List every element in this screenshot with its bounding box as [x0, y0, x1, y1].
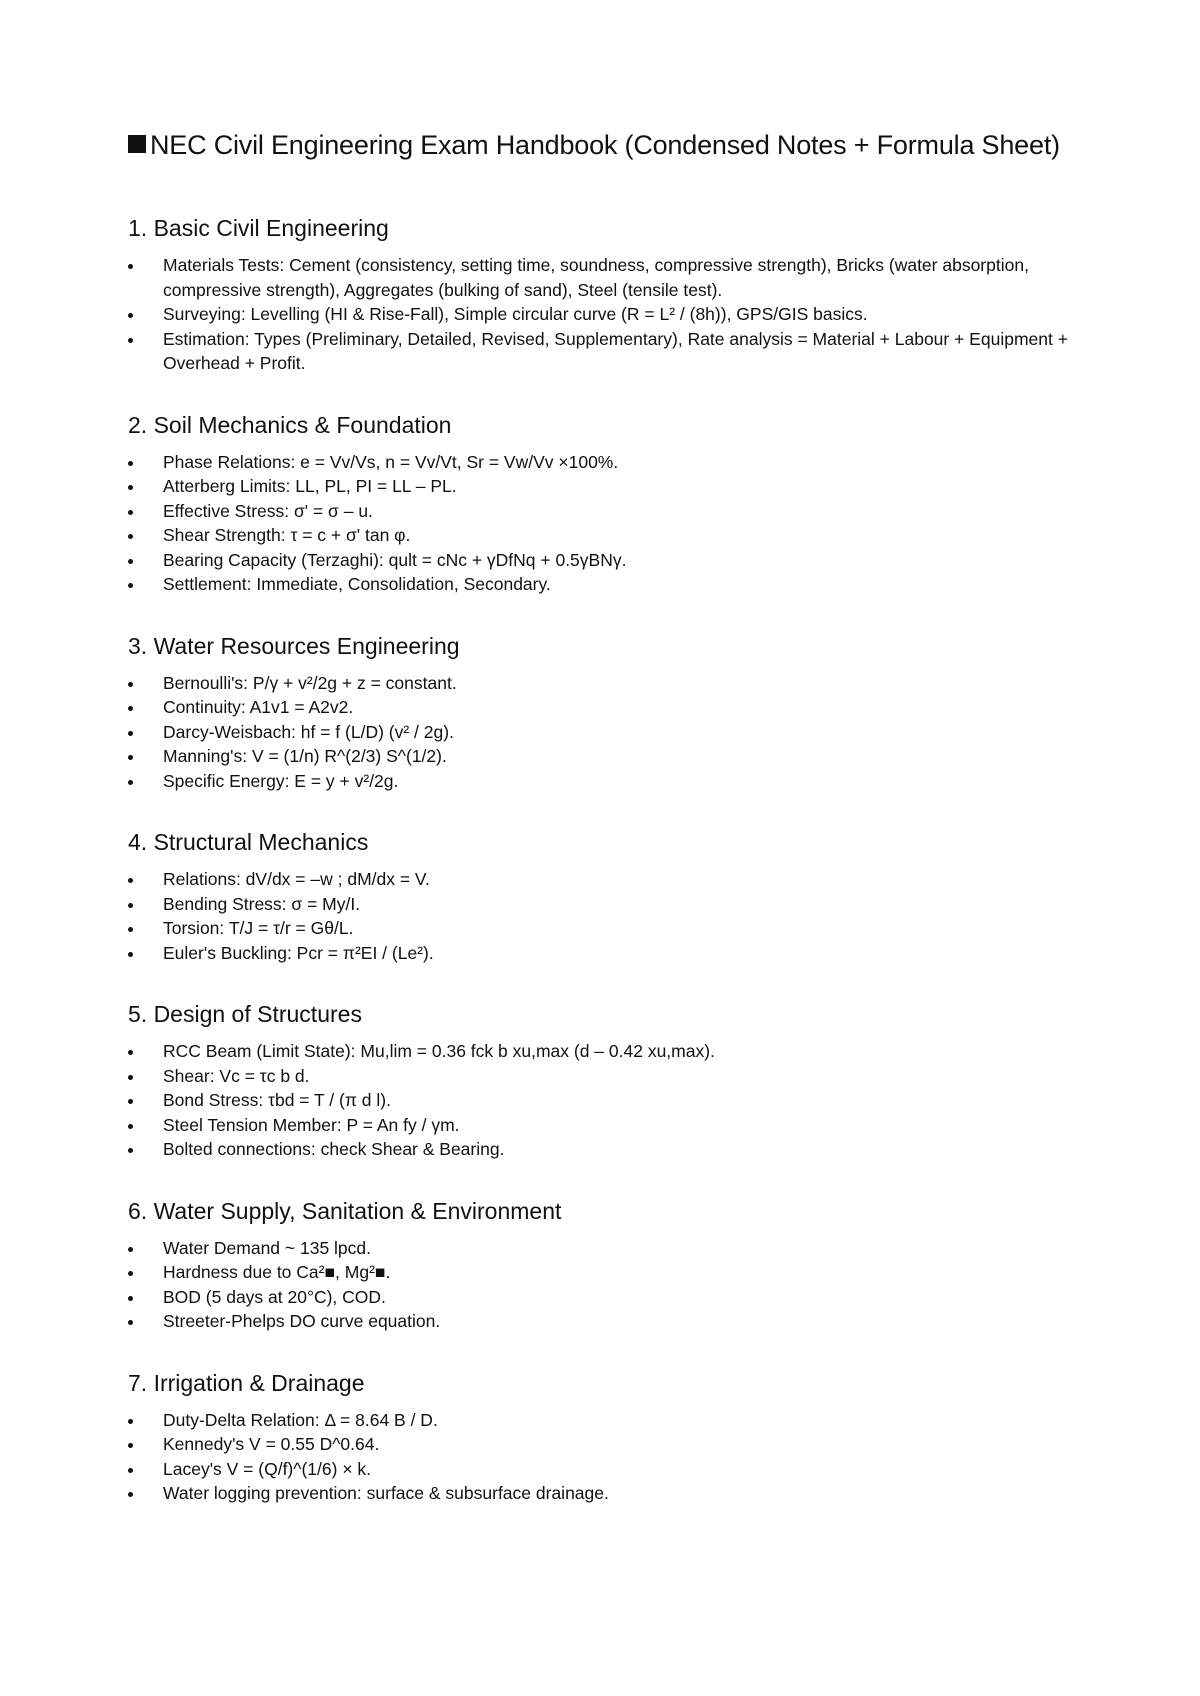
section-heading: 7. Irrigation & Drainage: [128, 1369, 365, 1396]
section-1: [128, 214, 1088, 376]
list-item: [128, 327, 1088, 376]
bullet-dot-icon: [128, 1296, 133, 1301]
bullet-dot-icon: [128, 1443, 133, 1448]
list-item: [128, 695, 1088, 720]
section-heading: 1. Basic Civil Engineering: [128, 215, 389, 241]
list-item: [128, 1481, 1088, 1506]
bullet-list: [128, 1236, 1088, 1334]
list-item: [128, 720, 1088, 745]
bullet-list: [128, 867, 1088, 965]
section-heading: 2. Soil Mechanics & Foundation: [128, 411, 452, 438]
section-heading: 3. Water Resources Engineering: [128, 632, 460, 659]
list-item: [128, 867, 1088, 892]
bullet-dot-icon: [128, 878, 133, 883]
list-item-text: Duty-Delta Relation: Δ = 8.64 B / D.: [163, 1409, 438, 1430]
list-item-text: Lacey's V = (Q/f)^(1/6) × k.: [163, 1458, 372, 1479]
list-item: [128, 1432, 1088, 1457]
list-item-text: Estimation: Types (Preliminary, Detailed, Revised, Supplementary), Rate analysis = Material + Labour + Equipment + Overhead + Profit.: [163, 328, 1068, 373]
list-item: [128, 1260, 1088, 1285]
list-item-text: Darcy-Weisbach: hf = f (L/D) (v² / 2g).: [163, 721, 454, 742]
list-item-text: Bearing Capacity (Terzaghi): qult = cNc + γDfNq + 0.5γBNγ.: [163, 549, 627, 570]
bullet-dot-icon: [128, 927, 133, 932]
list-item-text: Streeter-Phelps DO curve equation.: [163, 1311, 441, 1331]
square-bullet-icon: [128, 135, 146, 153]
list-item-text: Atterberg Limits: LL, PL, PI = LL – PL.: [163, 476, 457, 496]
bullet-dot-icon: [128, 510, 133, 515]
section-3: [128, 632, 1088, 794]
list-item: [128, 1457, 1088, 1482]
bullet-list: [128, 253, 1088, 376]
list-item-text: Continuity: A1v1 = A2v2.: [163, 697, 354, 717]
bullet-dot-icon: [128, 780, 133, 785]
list-item: [128, 1088, 1088, 1113]
list-item-text: Water Demand ~ 135 lpcd.: [163, 1237, 372, 1258]
list-item: [128, 1039, 1088, 1064]
list-item-text: Hardness due to Ca²■, Mg²■.: [163, 1262, 391, 1282]
section-7: [128, 1369, 1088, 1506]
document-title: [128, 128, 1088, 162]
document-title-text: NEC Civil Engineering Exam Handbook (Condensed Notes + Formula Sheet): [150, 130, 1060, 160]
bullet-dot-icon: [128, 755, 133, 760]
bullet-dot-icon: [128, 1468, 133, 1473]
bullet-dot-icon: [128, 682, 133, 687]
list-item-text: Manning's: V = (1/n) R^(2/3) S^(1/2).: [163, 746, 447, 766]
bullet-dot-icon: [128, 1050, 133, 1055]
list-item: [128, 1285, 1088, 1310]
section-2: [128, 411, 1088, 597]
section-5: [128, 1000, 1088, 1162]
section-heading: 6. Water Supply, Sanitation & Environment: [128, 1197, 562, 1224]
list-item-text: Settlement: Immediate, Consolidation, Secondary.: [163, 574, 551, 594]
list-item: [128, 941, 1088, 966]
list-item-text: Surveying: Levelling (HI & Rise-Fall), Simple circular curve (R = L² / (8h)), GPS/GIS basics.: [163, 304, 868, 324]
list-item: [128, 671, 1088, 696]
list-item: [128, 1137, 1088, 1162]
bullet-dot-icon: [128, 559, 133, 564]
list-item: [128, 450, 1088, 475]
bullet-list: [128, 1039, 1088, 1162]
bullet-dot-icon: [128, 264, 133, 269]
list-item: [128, 892, 1088, 917]
list-item-text: Shear: Vc = τc b d.: [163, 1065, 310, 1086]
bullet-dot-icon: [128, 1124, 133, 1129]
list-item-text: Materials Tests: Cement (consistency, setting time, soundness, compressive strength), Bricks (water absorption, compressive strength), Aggregates (bulking of sand), Steel (tensile test).: [163, 255, 1029, 300]
list-item-text: Kennedy's V = 0.55 D^0.64.: [163, 1434, 380, 1454]
list-item-text: RCC Beam (Limit State): Mu,lim = 0.36 fck b xu,max (d – 0.42 xu,max).: [163, 1041, 715, 1061]
bullet-list: [128, 1408, 1088, 1506]
list-item: [128, 548, 1088, 573]
list-item-text: Phase Relations: e = Vv/Vs, n = Vv/Vt, Sr = Vw/Vv ×100%.: [163, 451, 619, 472]
list-item: [128, 1236, 1088, 1261]
bullet-dot-icon: [128, 485, 133, 490]
bullet-dot-icon: [128, 706, 133, 711]
bullet-dot-icon: [128, 1148, 133, 1153]
list-item: [128, 744, 1088, 769]
bullet-dot-icon: [128, 338, 133, 343]
bullet-dot-icon: [128, 461, 133, 466]
list-item-text: Bending Stress: σ = My/I.: [163, 893, 361, 914]
document-page: [128, 128, 1088, 1541]
bullet-dot-icon: [128, 1271, 133, 1276]
list-item: [128, 769, 1088, 794]
list-item: [128, 474, 1088, 499]
list-item-text: Effective Stress: σ' = σ – u.: [163, 500, 373, 521]
sections-container: [128, 214, 1088, 1506]
bullet-dot-icon: [128, 583, 133, 588]
list-item-text: Specific Energy: E = y + v²/2g.: [163, 770, 399, 791]
list-item: [128, 499, 1088, 524]
list-item: [128, 1064, 1088, 1089]
list-item-text: Bolted connections: check Shear & Bearing.: [163, 1139, 505, 1159]
list-item-text: BOD (5 days at 20°C), COD.: [163, 1286, 386, 1307]
list-item: [128, 253, 1088, 302]
list-item-text: Bernoulli's: P/γ + v²/2g + z = constant.: [163, 672, 457, 693]
list-item: [128, 1309, 1088, 1334]
list-item-text: Relations: dV/dx = –w ; dM/dx = V.: [163, 869, 430, 889]
list-item-text: Water logging prevention: surface & subsurface drainage.: [163, 1483, 609, 1503]
bullet-dot-icon: [128, 731, 133, 736]
list-item-text: Euler's Buckling: Pcr = π²EI / (Le²).: [163, 942, 434, 963]
list-item: [128, 916, 1088, 941]
section-6: [128, 1197, 1088, 1334]
bullet-dot-icon: [128, 952, 133, 957]
bullet-dot-icon: [128, 1075, 133, 1080]
list-item: [128, 1113, 1088, 1138]
section-heading: 5. Design of Structures: [128, 1001, 362, 1027]
bullet-dot-icon: [128, 313, 133, 318]
bullet-list: [128, 671, 1088, 794]
bullet-list: [128, 450, 1088, 597]
section-heading: 4. Structural Mechanics: [128, 829, 369, 855]
list-item-text: Torsion: T/J = τ/r = Gθ/L.: [163, 918, 354, 938]
bullet-dot-icon: [128, 1247, 133, 1252]
list-item-text: Steel Tension Member: P = An fy / γm.: [163, 1114, 460, 1135]
bullet-dot-icon: [128, 1320, 133, 1325]
bullet-dot-icon: [128, 903, 133, 908]
bullet-dot-icon: [128, 1492, 133, 1497]
list-item-text: Bond Stress: τbd = T / (π d l).: [163, 1090, 391, 1110]
list-item: [128, 1408, 1088, 1433]
section-4: [128, 828, 1088, 965]
list-item: [128, 302, 1088, 327]
bullet-dot-icon: [128, 1099, 133, 1104]
bullet-dot-icon: [128, 534, 133, 539]
list-item-text: Shear Strength: τ = c + σ' tan φ.: [163, 525, 411, 545]
bullet-dot-icon: [128, 1419, 133, 1424]
list-item: [128, 572, 1088, 597]
list-item: [128, 523, 1088, 548]
